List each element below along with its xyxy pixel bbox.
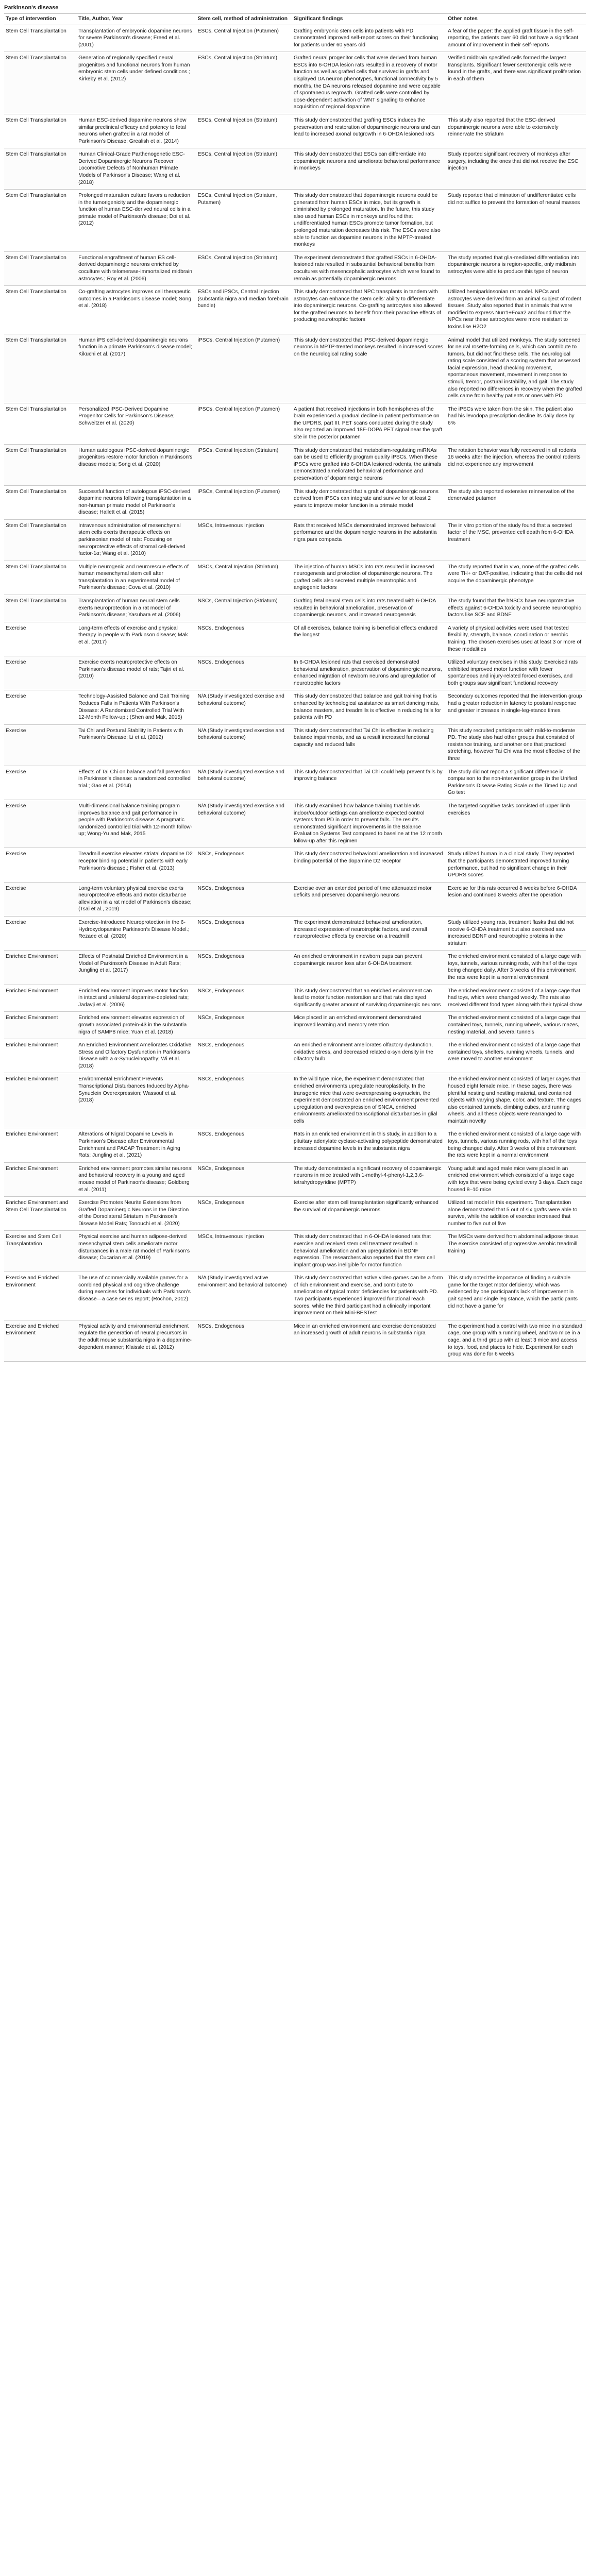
cell-intervention: Stem Cell Transplantation <box>4 519 77 561</box>
cell-findings: Exercise after stem cell transplantation significantly enhanced the survival of dopaminergic neurons <box>292 1197 446 1231</box>
header-notes: Other notes <box>446 13 586 25</box>
cell-title-author-year: Co-grafting astrocytes improves cell therapeutic outcomes in a Parkinson's disease model; Song et al. (2018) <box>77 286 196 334</box>
table-body <box>4 25 586 1361</box>
cell-title-author-year: An Enriched Environment Ameliorates Oxidative Stress and Olfactory Dysfunction in Parkinson's Disease with a α-Synucleinopathy; Wi et al. (2018) <box>77 1039 196 1073</box>
cell-stem-cell-method: NSCs, Endogenous <box>196 1073 292 1128</box>
cell-intervention: Stem Cell Transplantation <box>4 52 77 114</box>
cell-title-author-year: Tai Chi and Postural Stability in Patients with Parkinson's Disease; Li et al. (2012) <box>77 724 196 766</box>
cell-intervention: Stem Cell Transplantation <box>4 444 77 485</box>
cell-stem-cell-method: NSCs, Endogenous <box>196 622 292 656</box>
cell-findings: The experiment demonstrated behavioral amelioration, increased expression of neurotrophic factors, and overall neuroprotective effects by exercise on a treadmill <box>292 917 446 951</box>
cell-title-author-year: Human autologous iPSC-derived dopaminergic progenitors restore motor function in Parkinson's disease models; Song et al. (2020) <box>77 444 196 485</box>
table-row <box>4 25 586 52</box>
table-header <box>4 13 586 25</box>
cell-findings: This study demonstrated that ESCs can differentiate into dopaminergic neurons and ameliorate behavioral performance in monkeys <box>292 148 446 190</box>
cell-stem-cell-method: N/A (Study investigated exercise and behavioral outcome) <box>196 724 292 766</box>
cell-stem-cell-method: NSCs, Central Injection (Striatum) <box>196 595 292 622</box>
cell-notes: A fear of the paper: the applied graft tissue in the self-reporting, the patients over 60 did not have a significant amount of improvement in their self-reports <box>446 25 586 52</box>
header-row <box>4 13 586 25</box>
table-row <box>4 1012 586 1039</box>
cell-intervention: Exercise <box>4 690 77 724</box>
cell-stem-cell-method: ESCs, Central Injection (Striatum) <box>196 251 292 285</box>
cell-intervention: Exercise and Enriched Environment <box>4 1320 77 1361</box>
cell-stem-cell-method: N/A (Study investigated active environment and behavioral outcome) <box>196 1272 292 1320</box>
cell-notes: The MSCs were derived from abdominal adipose tissue. The exercise consisted of progressive aerobic treadmill training <box>446 1231 586 1272</box>
cell-findings: This study demonstrated behavioral amelioration and increased binding potential of the dopamine D2 receptor <box>292 848 446 882</box>
cell-intervention: Enriched Environment and Stem Cell Transplantation <box>4 1197 77 1231</box>
cell-notes: The experiment had a control with two mice in a standard cage, one group with a running wheel, and two mice in a cage, and a third group with at least 3 mice and access to toys, food, and places to hide. Experiment for each group was done for 6 weeks <box>446 1320 586 1361</box>
header-intervention: Type of intervention <box>4 13 77 25</box>
cell-notes: The study did not report a significant difference in comparison to the non-intervention group in the Unified Parkinson's Disease Rating Scale or the Timed Up and Go test <box>446 766 586 800</box>
cell-notes: The in vitro portion of the study found that a secreted factor of the MSC, prevented cell death from 6-OHDA treatment <box>446 519 586 561</box>
cell-stem-cell-method: iPSCs, Central Injection (Putamen) <box>196 403 292 444</box>
cell-stem-cell-method: NSCs, Endogenous <box>196 1012 292 1039</box>
cell-findings: This study demonstrated that iPSC-derived dopaminergic neurons in MPTP-treated monkeys resulted in increased scores on the neurological rating scale <box>292 334 446 403</box>
cell-findings: An enriched environment ameliorates olfactory dysfunction, oxidative stress, and decreased related α-syn density in the olfactory bulb <box>292 1039 446 1073</box>
table-row <box>4 951 586 985</box>
studies-table <box>4 13 586 1362</box>
cell-title-author-year: Treadmill exercise elevates striatal dopamine D2 receptor binding potential in patients with early Parkinson's disease.; Fisher et al. (2013) <box>77 848 196 882</box>
cell-intervention: Stem Cell Transplantation <box>4 334 77 403</box>
cell-stem-cell-method: NSCs, Endogenous <box>196 917 292 951</box>
cell-findings: Grafted neural progenitor cells that were derived from human ESCs into 6-OHDA lesion rats resulted in a recovery of motor function as well as grafted cells that survived in grafts and displayed DA neuron phenotypes, functional connectivity by 5 months, the DA neurons released dopamine and were capable of spontaneous regrowth. Grafted cells were controlled by dose-dependent activation of WNT signaling to enhance acquisition of regional dopamine <box>292 52 446 114</box>
cell-findings: This study demonstrated that an enriched environment can lead to motor function restoration and that rats displayed significantly greater amount of surviving dopaminergic neurons <box>292 985 446 1012</box>
cell-intervention: Exercise and Enriched Environment <box>4 1272 77 1320</box>
cell-stem-cell-method: N/A (Study investigated exercise and behavioral outcome) <box>196 800 292 848</box>
cell-title-author-year: Long-term voluntary physical exercise exerts neuroprotective effects and motor disturbance alleviation in a rat model of Parkinson's disease; (Tsai et al., 2019) <box>77 882 196 916</box>
table-row <box>4 52 586 114</box>
cell-notes: A variety of physical activities were used that tested flexibility, strength, balance, coordination or aerobic training. The chosen exercises used at least 3 or more of these modalities <box>446 622 586 656</box>
cell-stem-cell-method: MSCs, Intravenous Injection <box>196 1231 292 1272</box>
cell-notes: Utilized voluntary exercises in this study. Exercised rats exhibited improved motor function with fewer spontaneous and injury-related forced exercises, and both groups saw significant functional recovery <box>446 656 586 690</box>
cell-findings: This study demonstrated that NPC transplants in tandem with astrocytes can enhance the stem cells' ability to differentiate into dopaminergic neurons. Co-grafting astrocytes also allowed for the grafted neurons to benefit from their paracrine effects of producing neurotrophic factors <box>292 286 446 334</box>
cell-findings: This study demonstrated that dopaminergic neurons could be generated from human ESCs in mice, but its growth is diminished by prolonged maturation. In the future, this study also used human ESCs in monkeys and found that undifferentiated human ESCs promote tumor formation, but prolonged maturation decreases this risk. The ESCs were also able to function as dopamine neurons in the MPTP-treated monkeys <box>292 190 446 252</box>
table-row <box>4 1320 586 1361</box>
cell-notes: This study recruited participants with mild-to-moderate PD. The study also had other groups that consisted of resistance training, and another one that practiced stretching, however Tai Chi was the most effective of the three <box>446 724 586 766</box>
cell-title-author-year: Enriched environment improves motor function in intact and unilateral dopamine-depleted rats; Jadavji et al. (2006) <box>77 985 196 1012</box>
cell-intervention: Stem Cell Transplantation <box>4 148 77 190</box>
cell-intervention: Exercise <box>4 656 77 690</box>
cell-findings: This study demonstrated that Tai Chi could help prevent falls by improving balance <box>292 766 446 800</box>
cell-notes: Verified midbrain specified cells formed the largest transplants. Significant fewer serotonergic cells were found in the grafts, and there was significant proliferation in each of them <box>446 52 586 114</box>
cell-intervention: Enriched Environment <box>4 1128 77 1162</box>
cell-findings: Mice in an enriched environment and exercise demonstrated an increased growth of adult neurons in substantia nigra <box>292 1320 446 1361</box>
cell-notes: Study utilized human in a clinical study. They reported that the participants demonstrated improved turning performance, but had no significant change in their UPDRS scores <box>446 848 586 882</box>
cell-stem-cell-method: iPSCs, Central Injection (Striatum) <box>196 444 292 485</box>
cell-title-author-year: Generation of regionally specified neural progenitors and functional neurons from human embryonic stem cells under defined conditions.; Kirkeby et al. (2012) <box>77 52 196 114</box>
cell-notes: This study also reported that the ESC-derived dopaminergic neurons were able to extensively reinnervate the striatum <box>446 114 586 148</box>
table-row <box>4 800 586 848</box>
table-row <box>4 1197 586 1231</box>
cell-intervention: Enriched Environment <box>4 1012 77 1039</box>
cell-title-author-year: Exercise Promotes Neurite Extensions from Grafted Dopaminergic Neurons in the Direction of the Dorsolateral Striatum in Parkinson's Disease Model Rats; Tonouchi et al. (2020) <box>77 1197 196 1231</box>
cell-intervention: Exercise <box>4 766 77 800</box>
cell-intervention: Stem Cell Transplantation <box>4 25 77 52</box>
table-row <box>4 882 586 916</box>
cell-stem-cell-method: iPSCs, Central Injection (Putamen) <box>196 334 292 403</box>
cell-title-author-year: Alterations of Nigral Dopamine Levels in Parkinson's Disease after Environmental Enrichment and PACAP Treatment in Aging Rats; Jungling et al. (2021) <box>77 1128 196 1162</box>
table-row <box>4 848 586 882</box>
cell-stem-cell-method: MSCs, Central Injection (Striatum) <box>196 561 292 595</box>
table-row <box>4 985 586 1012</box>
cell-findings: This study demonstrated that metabolism-regulating miRNAs can be used to efficiently program quality iPSCs. When these iPSCs were grafted into 6-OHDA lesioned rodents, the animals demonstrated ameliorated behavioral performance and preservation of dopaminergic neurons <box>292 444 446 485</box>
cell-notes: Young adult and aged male mice were placed in an enriched environment which consisted of a large cage with toys that were being cycled every 3 days. Each cage housed 8–10 mice <box>446 1162 586 1196</box>
cell-stem-cell-method: NSCs, Endogenous <box>196 985 292 1012</box>
cell-stem-cell-method: ESCs, Central Injection (Striatum, Putamen) <box>196 190 292 252</box>
cell-findings: Mice placed in an enriched environment demonstrated improved learning and memory retention <box>292 1012 446 1039</box>
cell-stem-cell-method: NSCs, Endogenous <box>196 1197 292 1231</box>
cell-findings: This study demonstrated that Tai Chi is effective in reducing balance impairments, and as a result increased functional capacity and reduced falls <box>292 724 446 766</box>
cell-stem-cell-method: MSCs, Intravenous Injection <box>196 519 292 561</box>
cell-findings: This study examined how balance training that blends indoor/outdoor settings can ameliorate expected control systems from PD in order to prevent falls. The results demonstrated significant improvements in the Balance Evaluation Systems Test compared to baseline at the 12 month follow-up after this regimen <box>292 800 446 848</box>
table-row <box>4 1128 586 1162</box>
cell-title-author-year: Exercise-Introduced Neuroprotection in the 6-Hydroxydopamine Parkinson's Disease Model.; Rezaee et al. (2020) <box>77 917 196 951</box>
table-row <box>4 148 586 190</box>
cell-findings: This study demonstrated that active video games can be a form of rich environment and exercise, and contribute to amelioration of typical motor deficiencies for patients with PD. Two participants experienced improved functional reach scores, while the third participant had a clinically important improvement on their Mini-BESTest <box>292 1272 446 1320</box>
cell-intervention: Enriched Environment <box>4 985 77 1012</box>
table-row <box>4 519 586 561</box>
table-title: Parkinson's disease <box>4 3 586 13</box>
cell-notes: The enriched environment consisted of a large cage that contained toys, shelters, running wheels, tunnels, and were moved to another environment <box>446 1039 586 1073</box>
cell-title-author-year: Physical activity and environmental enrichment regulate the generation of neural precursors in the adult mouse substantia nigra in a dopamine-dependent manner; Klaissle et al. (2012) <box>77 1320 196 1361</box>
cell-notes: Animal model that utilized monkeys. The study screened for neural rosette-forming cells, which can contribute to tumors, but did not find these cells. The neurological rating scale consisted of a scoring system that assessed facial expression, head checking movement, spontaneous movement, movement in response to stimuli, tremor, postural instability, and gait. The study also reported no differences in recovery when the grafted cells came from healthy patients or ones with PD <box>446 334 586 403</box>
cell-title-author-year: The use of commercially available games for a combined physical and cognitive challenge during exercises for individuals with Parkinson's disease—a case series report; (Rochon, 2012) <box>77 1272 196 1320</box>
table-row <box>4 114 586 148</box>
cell-title-author-year: Human iPS cell-derived dopaminergic neurons function in a primate Parkinson's disease model; Kikuchi et al. (2017) <box>77 334 196 403</box>
cell-findings: The study demonstrated a significant recovery of dopaminergic neurons in mice treated with 1-methyl-4-phenyl-1,2,3,6-tetrahydropyridine (MPTP) <box>292 1162 446 1196</box>
cell-title-author-year: Effects of Tai Chi on balance and fall prevention in Parkinson's disease: a randomized controlled trial.; Gao et al. (2014) <box>77 766 196 800</box>
table-row <box>4 1039 586 1073</box>
table-row <box>4 1231 586 1272</box>
table-row <box>4 444 586 485</box>
cell-title-author-year: Effects of Postnatal Enriched Environment in a Model of Parkinson's Disease in Adult Rats; Jungling et al. (2017) <box>77 951 196 985</box>
cell-notes: The study reported that glia-mediated differentiation into dopaminergic neurons is region-specific, only midbrain astrocytes were able to produce this type of neuron <box>446 251 586 285</box>
cell-findings: The injection of human MSCs into rats resulted in increased neurogenesis and protection of dopaminergic neurons. The grafted cells also secreted multiple neurotrophic and angiogenic factors <box>292 561 446 595</box>
cell-notes: The study also reported extensive reinnervation of the denervated putamen <box>446 485 586 519</box>
cell-intervention: Stem Cell Transplantation <box>4 561 77 595</box>
table-row <box>4 485 586 519</box>
cell-notes: Utilized rat model in this experiment. Transplantation alone demonstrated that 5 out of six grafts were able to survive, while the addition of exercise increased that number to five out of five <box>446 1197 586 1231</box>
header-stem-cell-method: Stem cell, method of administration <box>196 13 292 25</box>
table-row <box>4 286 586 334</box>
cell-findings: Grafting embryonic stem cells into patients with PD demonstrated improved self-report scores on their functioning for patients under 60 years old <box>292 25 446 52</box>
cell-stem-cell-method: N/A (Study investigated exercise and behavioral outcome) <box>196 690 292 724</box>
table-row <box>4 595 586 622</box>
cell-intervention: Exercise <box>4 917 77 951</box>
cell-intervention: Exercise <box>4 622 77 656</box>
header-title-author-year: Title, Author, Year <box>77 13 196 25</box>
cell-intervention: Enriched Environment <box>4 951 77 985</box>
cell-intervention: Exercise <box>4 800 77 848</box>
cell-stem-cell-method: iPSCs, Central Injection (Putamen) <box>196 485 292 519</box>
cell-findings: Exercise over an extended period of time attenuated motor deficits and preserved dopaminergic neurons <box>292 882 446 916</box>
cell-title-author-year: Intravenous administration of mesenchymal stem cells exerts therapeutic effects on parkinsonian model of rats: Focusing on neuroprotective effects of stromal cell-derived factor-1α; Wang et al. (2010) <box>77 519 196 561</box>
cell-stem-cell-method: ESCs, Central Injection (Striatum) <box>196 114 292 148</box>
cell-findings: This study demonstrated that grafting ESCs induces the preservation and restoration of dopaminergic neurons and can lead to increased axonal outgrowth in 6-OHDA lesioned rats <box>292 114 446 148</box>
cell-intervention: Stem Cell Transplantation <box>4 190 77 252</box>
cell-stem-cell-method: ESCs, Central Injection (Striatum) <box>196 52 292 114</box>
cell-stem-cell-method: N/A (Study investigated exercise and behavioral outcome) <box>196 766 292 800</box>
cell-stem-cell-method: NSCs, Endogenous <box>196 1039 292 1073</box>
cell-intervention: Enriched Environment <box>4 1073 77 1128</box>
cell-notes: Study utilized young rats, treatment flasks that did not receive 6-OHDA treatment but also exercised saw increased BDNF and neurotrophic proteins in the striatum <box>446 917 586 951</box>
cell-findings: This study demonstrated that balance and gait training that is enhanced by technological assistance as smart dancing mats, balance masters, and treadmills is effective in reducing falls for patients with PD <box>292 690 446 724</box>
table-row <box>4 1073 586 1128</box>
cell-notes: The enriched environment consisted of a large cage with toys, tunnels, various running rods, with half of the toys being changed daily. After 3 weeks of this environment the rats were kept in a normal environment <box>446 1128 586 1162</box>
cell-intervention: Enriched Environment <box>4 1039 77 1073</box>
cell-title-author-year: Exercise exerts neuroprotective effects on Parkinson's disease model of rats; Tajiri et al. (2010) <box>77 656 196 690</box>
table-row <box>4 251 586 285</box>
cell-notes: This study noted the importance of finding a suitable game for the target motor deficiency, which was evidenced by one participant's lack of improvement in gait speed and single leg stance, which the participants did not have a game for <box>446 1272 586 1320</box>
cell-stem-cell-method: NSCs, Endogenous <box>196 1128 292 1162</box>
cell-notes: The enriched environment consisted of larger cages that housed eight female mice. In these cages, there was plentiful nesting and nestling material, and contained objects with varying shape, color, and texture. The cages also contained tunnels, climbing cubes, and running wheels, and all these objects were rearranged to maintain novelty <box>446 1073 586 1128</box>
cell-findings: Of all exercises, balance training is beneficial effects endured the longest <box>292 622 446 656</box>
cell-intervention: Stem Cell Transplantation <box>4 286 77 334</box>
cell-stem-cell-method: NSCs, Endogenous <box>196 848 292 882</box>
cell-title-author-year: Technology-Assisted Balance and Gait Training Reduces Falls in Patients With Parkinson's Disease: A Randomized Controlled Trial With 12-Month Follow-up.; (Shen and Mak, 2015) <box>77 690 196 724</box>
cell-notes: The study found that the hNSCs have neuroprotective effects against 6-OHDA toxicity and secrete neurotrophic factors like SCF and BDNF <box>446 595 586 622</box>
cell-findings: A patient that received injections in both hemispheres of the brain experienced a gradual decline in patient performance on the UPDRS, part III. PET scans conducted during the study also reported an improved 18F-DOPA PET signal near the graft site in the posterior putamen <box>292 403 446 444</box>
table-row <box>4 622 586 656</box>
cell-intervention: Stem Cell Transplantation <box>4 114 77 148</box>
table-row <box>4 917 586 951</box>
table-row <box>4 1272 586 1320</box>
cell-findings: An enriched environment in newborn pups can prevent dopaminergic neuron loss after 6-OHDA treatment <box>292 951 446 985</box>
cell-title-author-year: Human ESC-derived dopamine neurons show similar preclinical efficacy and potency to fetal neurons when grafted in a rat model of Parkinson's Disease; Grealish et al. (2014) <box>77 114 196 148</box>
cell-findings: In 6-OHDA lesioned rats that exercised demonstrated behavioral amelioration, preservation of dopaminergic neurons, enhanced migration of newborn neurons and upregulation of neurotrophic factors <box>292 656 446 690</box>
cell-findings: Rats in an enriched environment in this study, in addition to a pituitary adenylate cyclase-activating polypeptide demonstrated increased dopamine levels in the substantia nigra <box>292 1128 446 1162</box>
table-row <box>4 561 586 595</box>
cell-stem-cell-method: NSCs, Endogenous <box>196 1320 292 1361</box>
table-row <box>4 766 586 800</box>
table-row <box>4 724 586 766</box>
table-row <box>4 1162 586 1196</box>
cell-notes: Study reported that elimination of undifferentiated cells did not suffice to prevent the formation of neural masses <box>446 190 586 252</box>
cell-intervention: Enriched Environment <box>4 1162 77 1196</box>
cell-notes: Exercise for this rats occurred 8 weeks before 6-OHDA lesion and continued 8 weeks after the operation <box>446 882 586 916</box>
cell-title-author-year: Transplantation of human neural stem cells exerts neuroprotection in a rat model of Parkinson's disease; Yasuhara et al. (2006) <box>77 595 196 622</box>
cell-intervention: Stem Cell Transplantation <box>4 485 77 519</box>
cell-title-author-year: Enriched environment elevates expression of growth associated protein-43 in the substantia nigra of SAMP8 mice; Yuan et al. (2018) <box>77 1012 196 1039</box>
cell-title-author-year: Enriched environment promotes similar neuronal and behavioral recovery in a young and aged mouse model of Parkinson's disease; Goldberg et al. (2011) <box>77 1162 196 1196</box>
cell-title-author-year: Environmental Enrichment Prevents Transcriptional Disturbances Induced by Alpha-Synuclein Overexpression; Wassouf et al. (2018) <box>77 1073 196 1128</box>
cell-title-author-year: Successful function of autologous iPSC-derived dopamine neurons following transplantation in a non-human primate model of Parkinson's disease; Hallett et al. (2015) <box>77 485 196 519</box>
cell-stem-cell-method: NSCs, Endogenous <box>196 882 292 916</box>
cell-title-author-year: Transplantation of embryonic dopamine neurons for severe Parkinson's disease; Freed et al. (2001) <box>77 25 196 52</box>
cell-notes: The enriched environment consisted of a large cage with toys, tunnels, various running rods, with half of the toys being changed daily. After 3 weeks of this environment the rats were kept in a normal environment <box>446 951 586 985</box>
cell-title-author-year: Functional engraftment of human ES cell-derived dopaminergic neurons enriched by coculture with telomerase-immortalized midbrain astrocytes.; Roy et al. (2006) <box>77 251 196 285</box>
cell-title-author-year: Prolonged maturation culture favors a reduction in the tumorigenicity and the dopaminergic function of human ESC-derived neural cells in a primate model of Parkinson's disease; Doi et al. (2012) <box>77 190 196 252</box>
cell-title-author-year: Physical exercise and human adipose-derived mesenchymal stem cells ameliorate motor disturbances in a male rat model of Parkinson's disease; Cucarian et al. (2019) <box>77 1231 196 1272</box>
cell-stem-cell-method: NSCs, Endogenous <box>196 656 292 690</box>
cell-findings: The experiment demonstrated that grafted ESCs in 6-OHDA-lesioned rats resulted in substantial behavioral benefits from cocultures with mesencephalic astrocytes which were found to remain as potentially dopaminergic neurons <box>292 251 446 285</box>
header-findings: Significant findings <box>292 13 446 25</box>
table-row <box>4 656 586 690</box>
cell-title-author-year: Human Clinical-Grade Parthenogenetic ESC-Derived Dopaminergic Neurons Recover Locomotive Defects of Nonhuman Primate Models of Parkinson's Disease; Wang et al. (2018) <box>77 148 196 190</box>
cell-intervention: Stem Cell Transplantation <box>4 403 77 444</box>
cell-findings: This study demonstrated that a graft of dopaminergic neurons derived from iPSCs can integrate and survive for at least 2 years to improve motor function in a primate model <box>292 485 446 519</box>
cell-findings: This study demonstrated that in 6-OHDA lesioned rats that exercise and received stem cell treatment resulted in behavioral amelioration and an upregulation in BDNF expression. The researchers also reported that the stem cell implant group was ineligible for motor function <box>292 1231 446 1272</box>
cell-notes: The rotation behavior was fully recovered in all rodents 16 weeks after the injection, whereas the control rodents did not experience any improvement <box>446 444 586 485</box>
cell-findings: Grafting fetal neural stem cells into rats treated with 6-OHDA resulted in behavioral amelioration, preservation of dopaminergic neurons, and increased neurogenesis <box>292 595 446 622</box>
cell-stem-cell-method: NSCs, Endogenous <box>196 1162 292 1196</box>
cell-intervention: Stem Cell Transplantation <box>4 595 77 622</box>
cell-stem-cell-method: NSCs, Endogenous <box>196 951 292 985</box>
cell-stem-cell-method: ESCs and iPSCs, Central Injection (substantia nigra and median forebrain bundle) <box>196 286 292 334</box>
cell-title-author-year: Personalized iPSC-Derived Dopamine Progenitor Cells for Parkinson's Disease; Schweitzer et al. (2020) <box>77 403 196 444</box>
cell-intervention: Exercise <box>4 848 77 882</box>
table-row <box>4 690 586 724</box>
cell-title-author-year: Multi-dimensional balance training program improves balance and gait performance in people with Parkinson's disease: A pragmatic randomized controlled trial with 12-month follow-up; Wong-Yu and Mak, 2015 <box>77 800 196 848</box>
cell-stem-cell-method: ESCs, Central Injection (Striatum) <box>196 148 292 190</box>
cell-intervention: Exercise <box>4 724 77 766</box>
table-row <box>4 190 586 252</box>
cell-title-author-year: Long-term effects of exercise and physical therapy in people with Parkinson disease; Mak et al. (2017) <box>77 622 196 656</box>
cell-notes: The enriched environment consisted of a large cage that had toys, which were changed weekly. The rats also received different food types along with their typical chow <box>446 985 586 1012</box>
cell-findings: Rats that received MSCs demonstrated improved behavioral performance and the dopaminergic neurons in the substantia nigra pars compacta <box>292 519 446 561</box>
table-row <box>4 403 586 444</box>
cell-title-author-year: Multiple neurogenic and neurorescue effects of human mesenchymal stem cell after transplantation in an experimental model of Parkinson's disease; Cova et al. (2010) <box>77 561 196 595</box>
cell-notes: The enriched environment consisted of a large cage that contained toys, tunnels, running wheels, various mazes, nesting material, and several tunnels <box>446 1012 586 1039</box>
cell-notes: The study reported that in vivo, none of the grafted cells were TH+ or DAT-positive, indicating that the cells did not acquire the dopaminergic phenotype <box>446 561 586 595</box>
cell-intervention: Exercise <box>4 882 77 916</box>
cell-intervention: Stem Cell Transplantation <box>4 251 77 285</box>
cell-findings: In the wild type mice, the experiment demonstrated that enriched environments upregulate neuroplasticity. In the transgenic mice that were overexpressing α-synuclein, the experiment demonstrated an enriched environment prevented upregulation and overexpression of SNCA, enriched environments ameliorated transcriptional disturbances in glial cells <box>292 1073 446 1128</box>
table-row <box>4 334 586 403</box>
cell-notes: Study reported significant recovery of monkeys after surgery, including the ones that did not receive the ESC injection <box>446 148 586 190</box>
cell-notes: The iPSCs were taken from the skin. The patient also had his levodopa prescription decline its daily dose by 6% <box>446 403 586 444</box>
cell-notes: The targeted cognitive tasks consisted of upper limb exercises <box>446 800 586 848</box>
cell-notes: Utilized hemiparkinsonian rat model. NPCs and astrocytes were derived from an animal subject of rodent tissues. Study also reported that in animals that were modified to express Nurr1+Foxa2 and found that the NPCs near these astrocytes were more resistant to toxins like H2O2 <box>446 286 586 334</box>
cell-notes: Secondary outcomes reported that the intervention group had a greater reduction in latency to postural response and greater increases in single-leg-stance times <box>446 690 586 724</box>
cell-stem-cell-method: ESCs, Central Injection (Putamen) <box>196 25 292 52</box>
cell-intervention: Exercise and Stem Cell Transplantation <box>4 1231 77 1272</box>
